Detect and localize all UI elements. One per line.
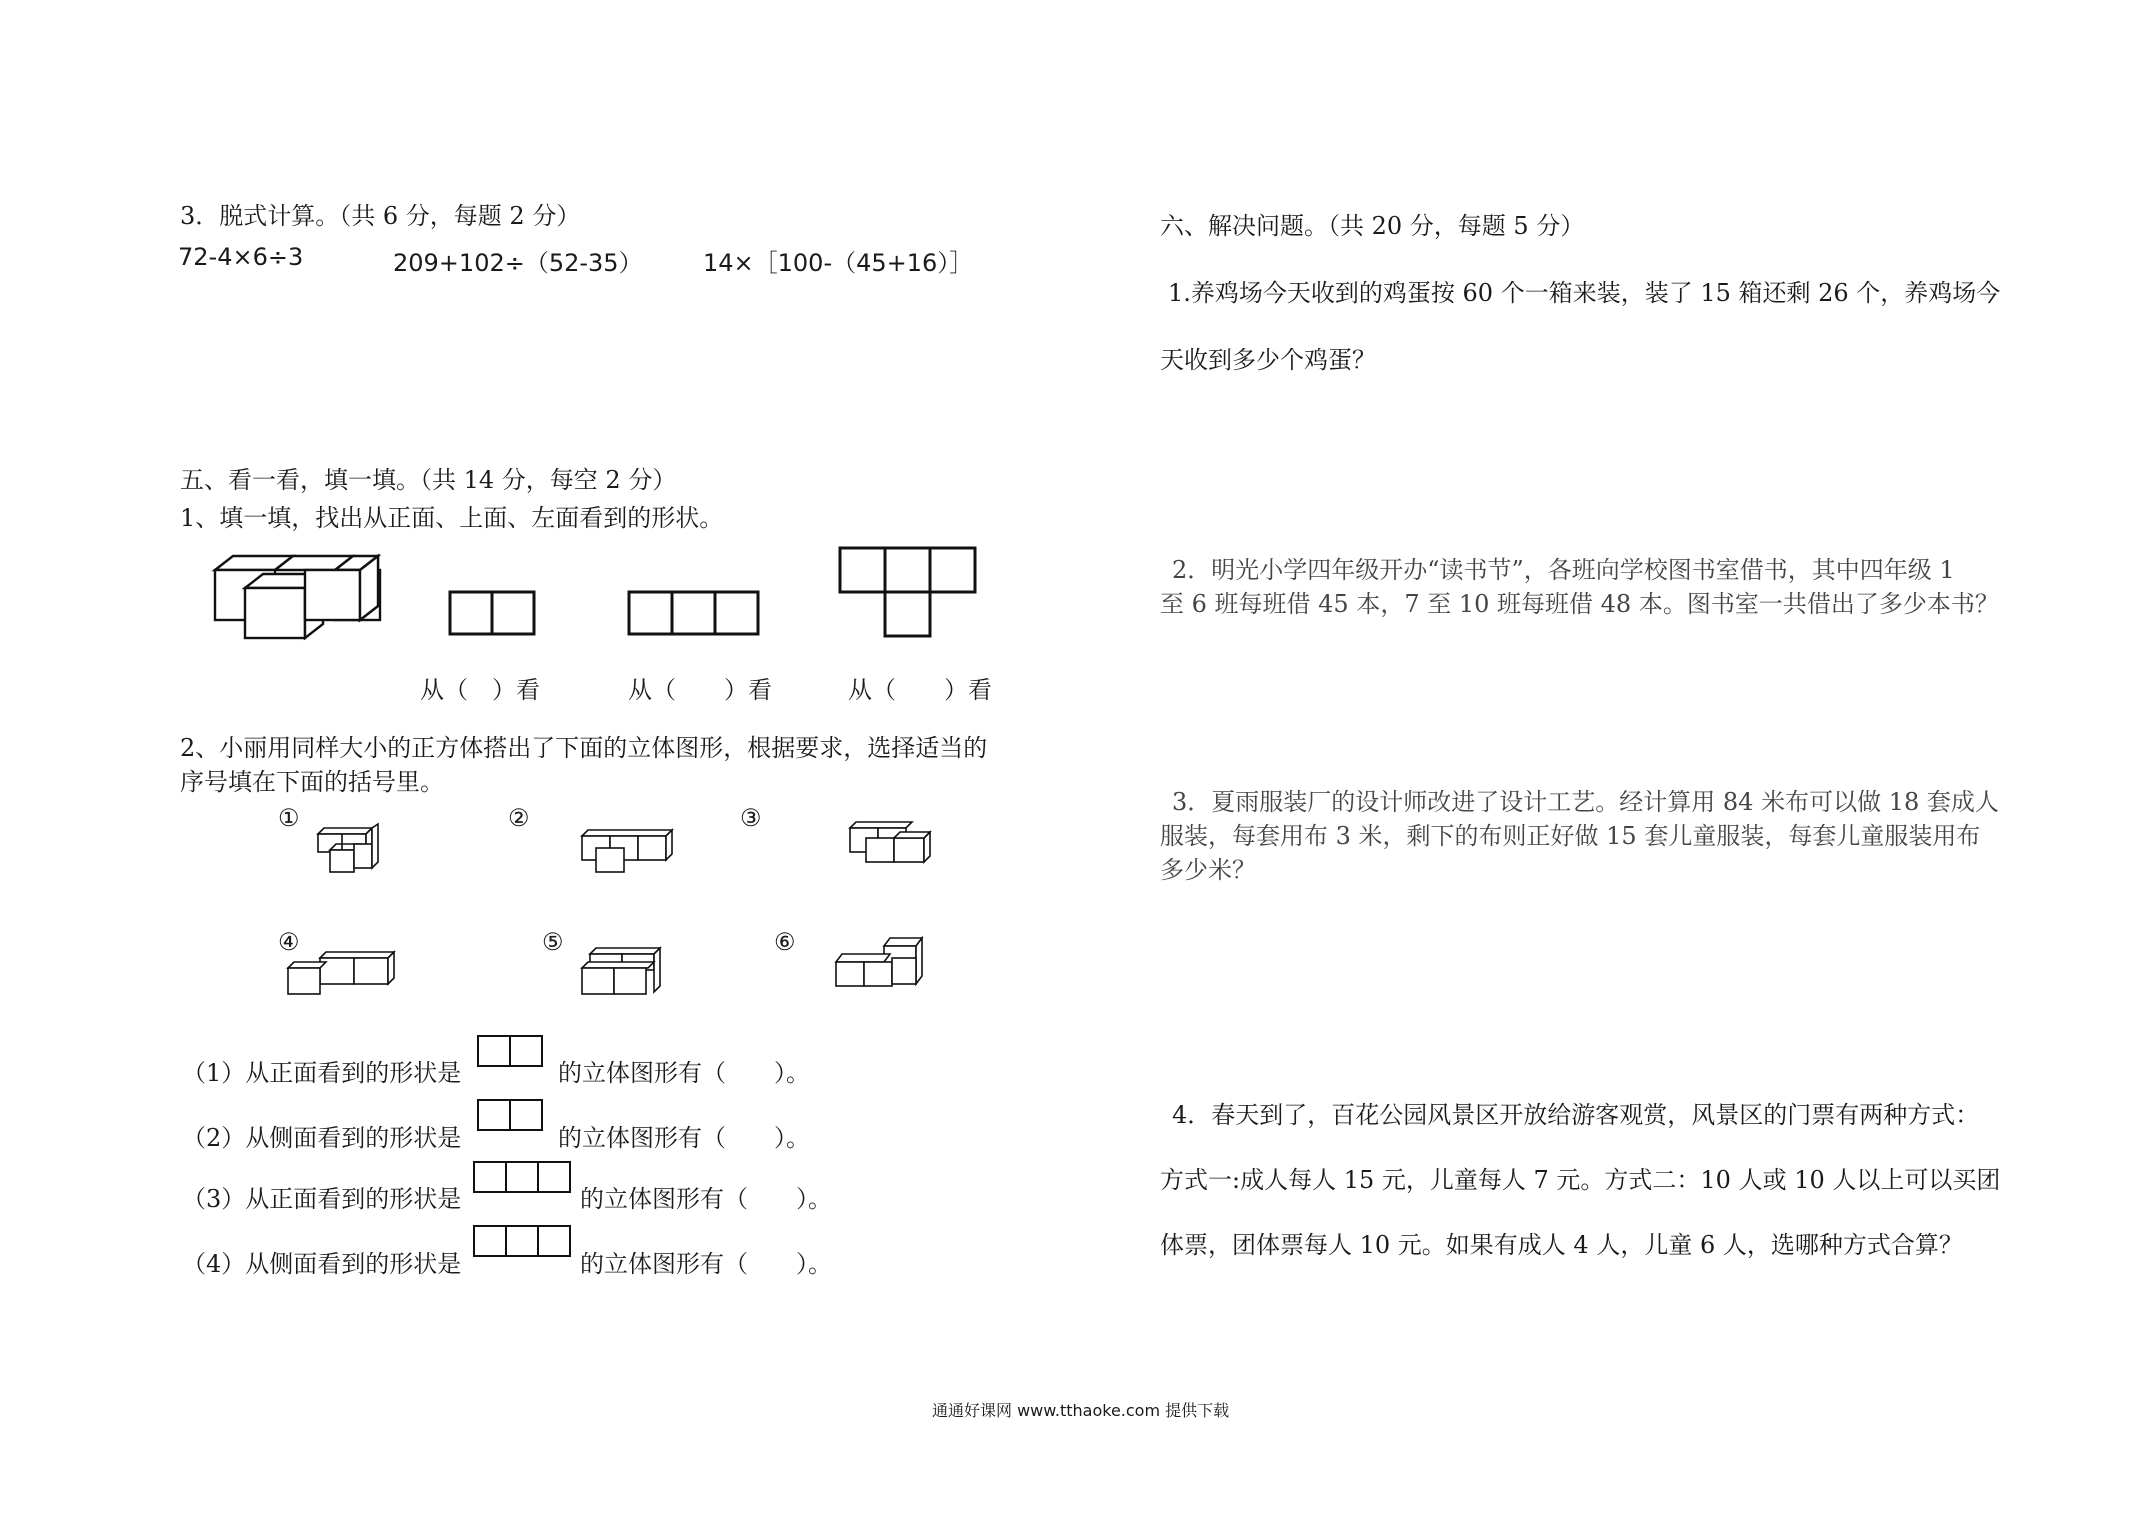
figure-label-6: ⑥ <box>774 928 796 956</box>
s5-q2-line2: 序号填在下面的括号里。 <box>180 768 444 796</box>
blank-view-2: 从（ ）看 <box>628 676 772 704</box>
section6-title: 六、解决问题。（共 20 分，每题 5 分） <box>1160 212 1585 240</box>
problem-2-line1: 2．明光小学四年级开办“读书节”，各班向学校图书室借书，其中四年级 1 <box>1172 556 1955 584</box>
figure-label-4: ④ <box>278 928 300 956</box>
sub-q1-shape <box>476 1034 548 1070</box>
figure-2-cubes <box>578 826 678 876</box>
sub-q4-shape <box>472 1224 576 1260</box>
sub-q3-suffix: 的立体图形有（ ）。 <box>580 1185 832 1213</box>
figure-4-cubes <box>284 948 399 998</box>
footer-credit: 通通好课网 www.tthaoke.com 提供下载 <box>932 1401 1230 1420</box>
figure-1-cubes <box>314 824 389 876</box>
expr-1: 72-4×6÷3 <box>178 243 304 271</box>
problem-3-line2: 服装，每套用布 3 米，剩下的布则正好做 15 套儿童服装，每套儿童服装用布 <box>1160 822 1981 850</box>
sub-q4-suffix: 的立体图形有（ ）。 <box>580 1250 832 1278</box>
figure-label-2: ② <box>508 804 530 832</box>
cube-stack-figure <box>205 552 390 642</box>
figure-3-cubes <box>846 820 946 870</box>
problem-3-line1: 3．夏雨服装厂的设计师改进了设计工艺。经计算用 84 米布可以做 18 套成人 <box>1172 788 1999 816</box>
expr-2: 209+102÷（52-35） <box>393 249 643 277</box>
problem-1-line2: 天收到多少个鸡蛋？ <box>1160 346 1376 374</box>
section5-title: 五、看一看，填一填。（共 14 分，每空 2 分） <box>180 466 677 494</box>
shape-two-squares <box>448 590 538 640</box>
sub-q1-suffix: 的立体图形有（ ）。 <box>558 1059 810 1087</box>
sub-q3-shape <box>472 1160 576 1196</box>
shape-t-shape <box>838 546 980 640</box>
blank-view-1: 从（ ）看 <box>420 676 540 704</box>
figure-5-cubes <box>578 948 678 998</box>
figure-label-3: ③ <box>740 804 762 832</box>
shape-three-squares <box>627 590 762 640</box>
sub-q4-prefix: （4）从侧面看到的形状是 <box>182 1250 462 1278</box>
problem-2-line2: 至 6 班每班借 45 本，7 至 10 班每班借 48 本。图书室一共借出了多少本书？ <box>1160 590 1999 618</box>
sub-q3-prefix: （3）从正面看到的形状是 <box>182 1185 462 1213</box>
sub-q2-prefix: （2）从侧面看到的形状是 <box>182 1124 462 1152</box>
s5-q2-line1: 2、小丽用同样大小的正方体搭出了下面的立体图形，根据要求，选择适当的 <box>180 734 988 762</box>
blank-view-3: 从（ ）看 <box>848 676 992 704</box>
problem-4-line2: 方式一:成人每人 15 元，儿童每人 7 元。方式二：10 人或 10 人以上可以买团 <box>1160 1166 2001 1194</box>
figure-label-1: ① <box>278 804 300 832</box>
problem-3-line3: 多少米？ <box>1160 856 1256 884</box>
figure-6-cubes <box>832 936 932 996</box>
expr-3: 14×［100-（45+16）］ <box>703 249 974 277</box>
problem-4-line1: 4．春天到了，百花公园风景区开放给游客观赏，风景区的门票有两种方式： <box>1172 1101 1980 1129</box>
s5-q1-text: 1、填一填，找出从正面、上面、左面看到的形状。 <box>180 504 724 532</box>
problem-4-line3: 体票，团体票每人 10 元。如果有成人 4 人，儿童 6 人，选哪种方式合算？ <box>1160 1231 1963 1259</box>
problem-1-line1: 1.养鸡场今天收到的鸡蛋按 60 个一箱来装，装了 15 箱还剩 26 个，养鸡场今 <box>1168 279 2001 307</box>
sub-q2-suffix: 的立体图形有（ ）。 <box>558 1124 810 1152</box>
figure-label-5: ⑤ <box>542 928 564 956</box>
sub-q2-shape <box>476 1098 548 1134</box>
sub-q1-prefix: （1）从正面看到的形状是 <box>182 1059 462 1087</box>
q3-title: 3．脱式计算。（共 6 分，每题 2 分） <box>180 202 581 230</box>
